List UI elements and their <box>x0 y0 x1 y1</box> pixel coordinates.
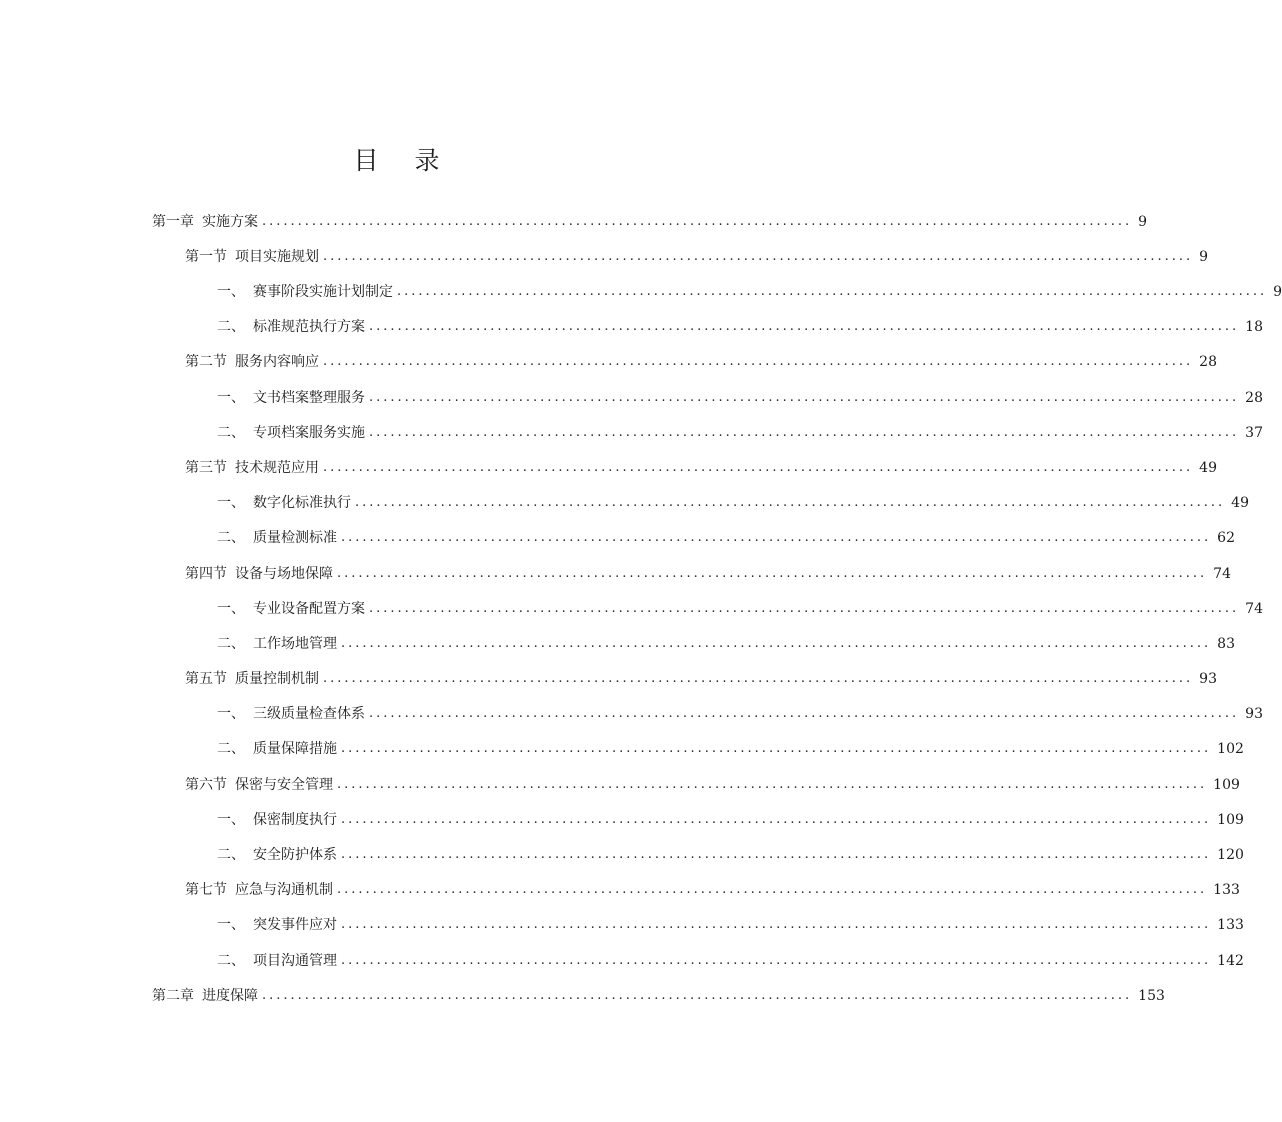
dot-leader: .......................................................................................................................... <box>341 953 1212 968</box>
toc-entry-number: 第七节 <box>185 882 227 898</box>
dot-leader: .......................................................................................................................... <box>323 671 1194 686</box>
toc-page-number: 18 <box>1245 319 1263 335</box>
toc-entry-title: 文书档案整理服务 <box>253 390 365 406</box>
toc-entry-number: 二、 <box>217 636 245 652</box>
toc-page-number: 74 <box>1245 601 1263 617</box>
toc-entry-number: 一、 <box>217 390 245 406</box>
toc-page-number: 93 <box>1245 706 1263 722</box>
toc-entry-number: 第四节 <box>185 566 227 582</box>
toc-entry-number: 二、 <box>217 425 245 441</box>
toc-page-number: 133 <box>1217 917 1244 933</box>
toc-page-number: 83 <box>1217 636 1235 652</box>
toc-page-number: 109 <box>1213 777 1240 793</box>
toc-entry-section[interactable] <box>185 873 1240 907</box>
dot-leader: .......................................................................................................................... <box>337 777 1208 792</box>
toc-entry-title: 数字化标准执行 <box>253 495 351 511</box>
toc-page-number: 102 <box>1217 741 1244 757</box>
toc-page-number: 62 <box>1217 530 1235 546</box>
toc-entry-section[interactable] <box>185 451 1217 485</box>
toc-entry-number: 二、 <box>217 530 245 546</box>
dot-leader: .......................................................................................................................... <box>341 530 1212 545</box>
toc-page-number: 74 <box>1213 566 1231 582</box>
dot-leader: .......................................................................................................................... <box>369 390 1240 405</box>
toc-entry-number: 第一章 <box>152 214 194 230</box>
toc-entry-title: 质量控制机制 <box>235 671 319 687</box>
dot-leader: .......................................................................................................................... <box>323 249 1194 264</box>
toc-entry-section[interactable] <box>185 662 1217 696</box>
toc-page-number: 9 <box>1138 214 1148 230</box>
toc-entry-title: 技术规范应用 <box>235 460 319 476</box>
toc-entry-number: 一、 <box>217 284 245 300</box>
dot-leader: .......................................................................................................................... <box>341 812 1212 827</box>
toc-page-number: 109 <box>1217 812 1244 828</box>
toc-entry-number: 二、 <box>217 741 245 757</box>
dot-leader: .......................................................................................................................... <box>355 495 1226 510</box>
toc-entry-number: 一、 <box>217 706 245 722</box>
toc-entry-title: 标准规范执行方案 <box>253 319 365 335</box>
toc-entry-item[interactable] <box>217 944 1244 978</box>
toc-entry-chapter[interactable] <box>152 979 1165 1013</box>
toc-entry-title: 质量保障措施 <box>253 741 337 757</box>
dot-leader: .......................................................................................................................... <box>341 741 1212 756</box>
toc-entry-section[interactable] <box>185 345 1217 379</box>
toc-entry-title: 应急与沟通机制 <box>235 882 333 898</box>
toc-entry-number: 一、 <box>217 812 245 828</box>
toc-entry-number: 二、 <box>217 319 245 335</box>
toc-page-number: 28 <box>1199 354 1217 370</box>
toc-entry-title: 专项档案服务实施 <box>253 425 365 441</box>
toc-entry-number: 第三节 <box>185 460 227 476</box>
toc-entry-item[interactable] <box>217 592 1263 626</box>
toc-entry-title: 质量检测标准 <box>253 530 337 546</box>
dot-leader: .......................................................................................................................... <box>369 706 1240 721</box>
toc-page-number: 120 <box>1217 847 1244 863</box>
toc-entry-title: 赛事阶段实施计划制定 <box>253 284 393 300</box>
toc-entry-section[interactable] <box>185 240 1209 274</box>
toc-entry-item[interactable] <box>217 310 1263 344</box>
dot-leader: .......................................................................................................................... <box>323 354 1194 369</box>
toc-entry-number: 一、 <box>217 601 245 617</box>
toc-page-number: 9 <box>1273 284 1282 300</box>
toc-page-number: 28 <box>1245 390 1263 406</box>
toc-entry-title: 三级质量检查体系 <box>253 706 365 722</box>
toc-entry-title: 项目沟通管理 <box>253 953 337 969</box>
toc-entry-title: 实施方案 <box>202 214 258 230</box>
dot-leader: .......................................................................................................................... <box>262 988 1133 1003</box>
toc-entry-title: 服务内容响应 <box>235 354 319 370</box>
dot-leader: .......................................................................................................................... <box>369 425 1240 440</box>
toc-title: 目 录 <box>353 146 454 175</box>
toc-entry-chapter[interactable] <box>152 205 1148 239</box>
toc-entry-title: 设备与场地保障 <box>235 566 333 582</box>
toc-entry-item[interactable] <box>217 908 1244 942</box>
dot-leader: .......................................................................................................................... <box>341 847 1212 862</box>
toc-page-number: 142 <box>1217 953 1244 969</box>
toc-entry-title: 安全防护体系 <box>253 847 337 863</box>
toc-page-number: 49 <box>1199 460 1217 476</box>
toc-page-number: 37 <box>1245 425 1263 441</box>
dot-leader: .......................................................................................................................... <box>369 601 1240 616</box>
toc-entry-title: 保密制度执行 <box>253 812 337 828</box>
toc-page-number: 49 <box>1231 495 1249 511</box>
toc-entry-title: 保密与安全管理 <box>235 777 333 793</box>
dot-leader: .......................................................................................................................... <box>262 214 1133 229</box>
toc-entry-number: 第五节 <box>185 671 227 687</box>
toc-entry-item[interactable] <box>217 627 1235 661</box>
dot-leader: .......................................................................................................................... <box>323 460 1194 475</box>
toc-entry-number: 第二节 <box>185 354 227 370</box>
toc-entry-item[interactable] <box>217 416 1263 450</box>
dot-leader: .......................................................................................................................... <box>397 284 1268 299</box>
toc-entry-item[interactable] <box>217 732 1244 766</box>
toc-entry-item[interactable] <box>217 275 1282 309</box>
dot-leader: .......................................................................................................................... <box>341 636 1212 651</box>
toc-entry-number: 第一节 <box>185 249 227 265</box>
toc-entry-title: 进度保障 <box>202 988 258 1004</box>
toc-entry-item[interactable] <box>217 486 1249 520</box>
toc-entry-title: 项目实施规划 <box>235 249 319 265</box>
toc-entry-item[interactable] <box>217 697 1263 731</box>
toc-entry-item[interactable] <box>217 381 1263 415</box>
toc-page-number: 133 <box>1213 882 1240 898</box>
toc-entry-number: 第二章 <box>152 988 194 1004</box>
dot-leader: .......................................................................................................................... <box>341 917 1212 932</box>
toc-entry-title: 突发事件应对 <box>253 917 337 933</box>
toc-page-number: 93 <box>1199 671 1217 687</box>
dot-leader: .......................................................................................................................... <box>337 566 1208 581</box>
toc-page-number: 153 <box>1138 988 1165 1004</box>
dot-leader: .......................................................................................................................... <box>337 882 1208 897</box>
toc-entry-number: 一、 <box>217 495 245 511</box>
toc-entry-number: 二、 <box>217 953 245 969</box>
toc-entry-title: 专业设备配置方案 <box>253 601 365 617</box>
toc-entry-number: 一、 <box>217 917 245 933</box>
toc-entry-section[interactable] <box>185 557 1231 591</box>
toc-entry-item[interactable] <box>217 521 1235 555</box>
toc-entry-number: 二、 <box>217 847 245 863</box>
toc-entry-section[interactable] <box>185 768 1240 802</box>
toc-page-number: 9 <box>1199 249 1209 265</box>
toc-entry-item[interactable] <box>217 803 1244 837</box>
dot-leader: .......................................................................................................................... <box>369 319 1240 334</box>
toc-entry-item[interactable] <box>217 838 1244 872</box>
toc-entry-title: 工作场地管理 <box>253 636 337 652</box>
toc-entry-number: 第六节 <box>185 777 227 793</box>
